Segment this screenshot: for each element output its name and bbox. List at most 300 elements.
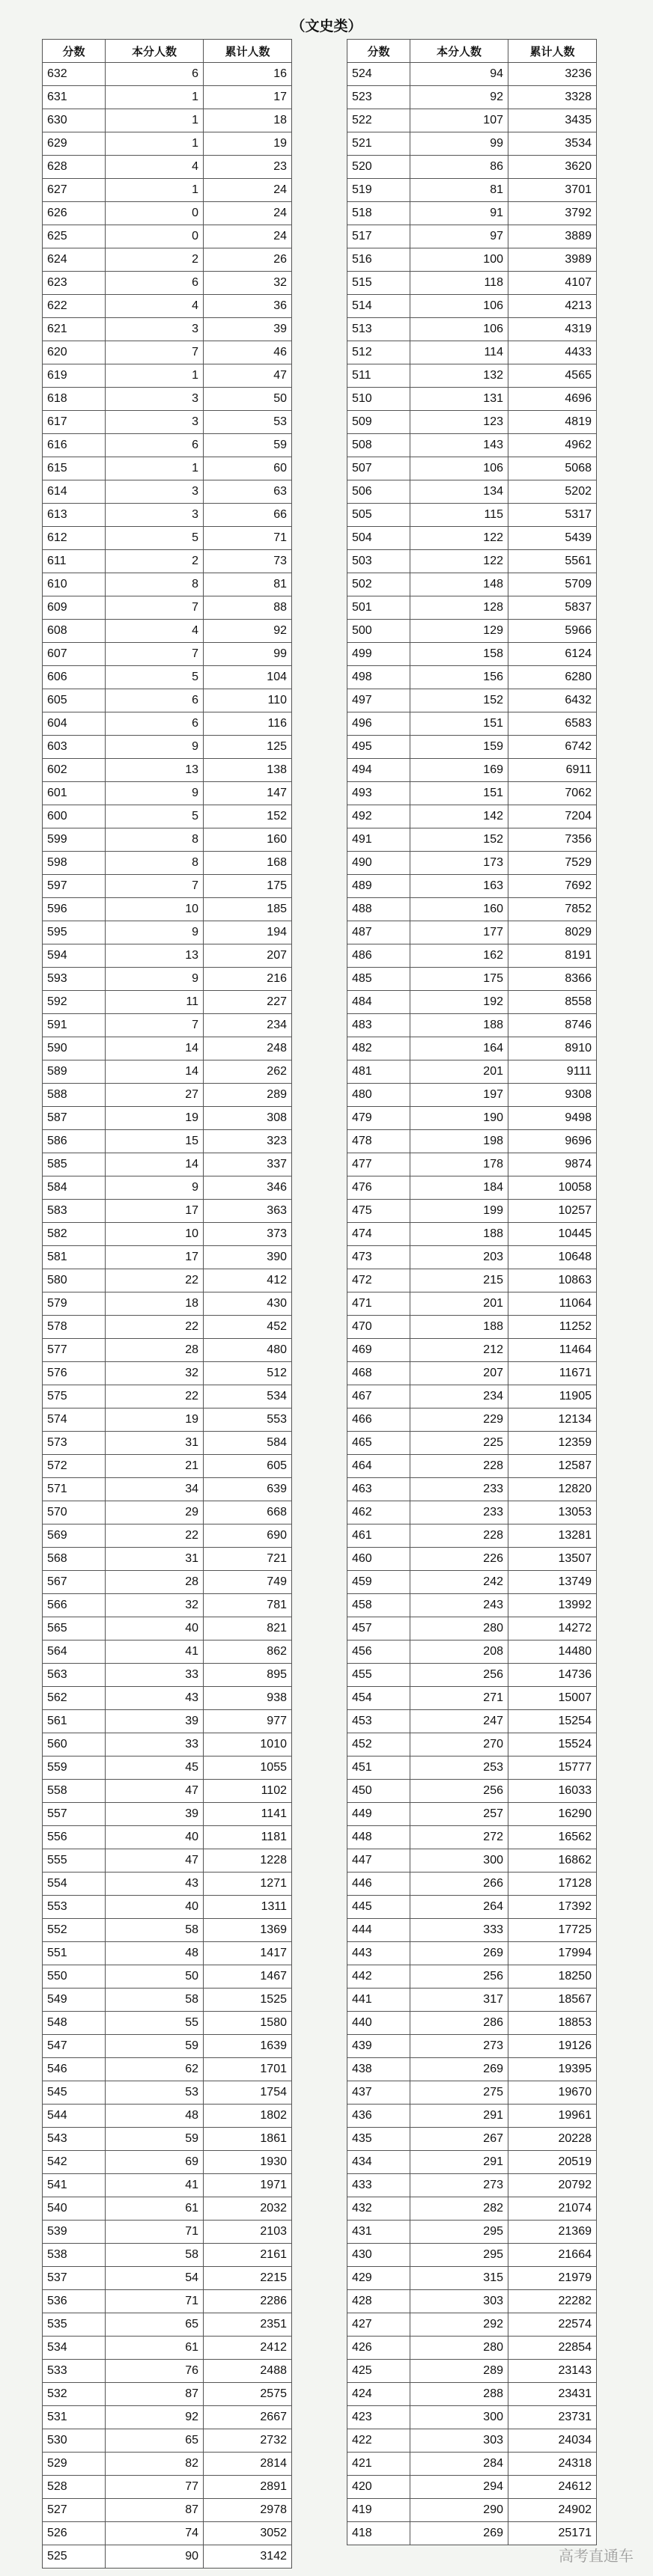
table-row [43,1571,292,1594]
cumulative-cell: 24034 [508,2429,597,2453]
table-row [43,1362,292,1385]
count-cell: 129 [410,620,508,643]
table-row [347,1107,597,1130]
count-cell: 22 [106,1316,204,1339]
cumulative-cell: 1055 [204,1756,292,1780]
cumulative-cell: 5068 [508,457,597,480]
count-cell: 14 [106,1037,204,1060]
score-cell: 440 [347,2012,410,2035]
count-cell: 1 [106,457,204,480]
table-row [347,620,597,643]
table-row [347,991,597,1014]
count-cell: 87 [106,2383,204,2406]
table-row [347,179,597,202]
score-cell: 465 [347,1432,410,1455]
score-cell: 429 [347,2267,410,2290]
table-row [347,1548,597,1571]
table-row [43,527,292,550]
table-row [347,852,597,875]
score-cell: 453 [347,1710,410,1733]
count-cell: 9 [106,782,204,805]
table-row [347,2174,597,2197]
score-cell: 628 [43,156,106,179]
score-cell: 576 [43,1362,106,1385]
score-cell: 604 [43,712,106,736]
count-cell: 128 [410,596,508,620]
table-row [347,666,597,689]
score-cell: 571 [43,1478,106,1501]
count-cell: 0 [106,202,204,225]
score-cell: 419 [347,2499,410,2522]
score-cell: 455 [347,1664,410,1687]
table-row [43,1873,292,1896]
table-row [347,2244,597,2267]
table-row [347,2058,597,2081]
cumulative-cell: 3701 [508,179,597,202]
cumulative-cell: 3328 [508,86,597,109]
score-cell: 458 [347,1594,410,1617]
count-cell: 11 [106,991,204,1014]
table-row [43,1733,292,1756]
cumulative-cell: 3620 [508,156,597,179]
cumulative-cell: 9498 [508,1107,597,1130]
count-cell: 1 [106,109,204,132]
cumulative-cell: 7529 [508,852,597,875]
score-cell: 499 [347,643,410,666]
table-row [347,1664,597,1687]
count-cell: 9 [106,968,204,991]
score-cell: 613 [43,504,106,527]
table-row [43,248,292,272]
cumulative-cell: 63 [204,480,292,504]
score-cell: 560 [43,1733,106,1756]
score-cell: 606 [43,666,106,689]
count-cell: 94 [410,63,508,86]
cumulative-cell: 1181 [204,1826,292,1849]
count-cell: 269 [410,2058,508,2081]
score-cell: 430 [347,2244,410,2267]
table-row [347,1617,597,1640]
cumulative-cell: 452 [204,1316,292,1339]
table-row [43,2058,292,2081]
table-row [347,1130,597,1153]
cumulative-cell: 9874 [508,1153,597,1176]
cumulative-cell: 47 [204,364,292,388]
score-cell: 580 [43,1269,106,1292]
score-cell: 420 [347,2476,410,2499]
score-cell: 431 [347,2221,410,2244]
score-cell: 601 [43,782,106,805]
score-cell: 434 [347,2151,410,2174]
score-cell: 538 [43,2244,106,2267]
score-cell: 543 [43,2128,106,2151]
count-cell: 264 [410,1896,508,1919]
header-cumulative: 累计人数 [508,40,597,63]
count-cell: 106 [410,318,508,341]
count-cell: 291 [410,2105,508,2128]
score-cell: 583 [43,1200,106,1223]
cumulative-cell: 7062 [508,782,597,805]
score-cell: 469 [347,1339,410,1362]
count-cell: 7 [106,875,204,898]
cumulative-cell: 668 [204,1501,292,1524]
count-cell: 10 [106,1223,204,1246]
cumulative-cell: 10058 [508,1176,597,1200]
count-cell: 275 [410,2081,508,2105]
count-cell: 6 [106,434,204,457]
cumulative-cell: 430 [204,1292,292,1316]
score-cell: 605 [43,689,106,712]
cumulative-cell: 605 [204,1455,292,1478]
table-row [43,1687,292,1710]
cumulative-cell: 8366 [508,968,597,991]
score-cell: 437 [347,2081,410,2105]
score-cell: 498 [347,666,410,689]
score-cell: 607 [43,643,106,666]
count-cell: 48 [106,1942,204,1965]
count-cell: 289 [410,2360,508,2383]
count-cell: 207 [410,1362,508,1385]
score-cell: 438 [347,2058,410,2081]
score-cell: 435 [347,2128,410,2151]
table-row [43,2383,292,2406]
table-row [43,1501,292,1524]
score-cell: 597 [43,875,106,898]
score-cell: 463 [347,1478,410,1501]
score-cell: 621 [43,318,106,341]
table-row [347,1965,597,1989]
count-cell: 288 [410,2383,508,2406]
cumulative-cell: 13992 [508,1594,597,1617]
count-cell: 243 [410,1594,508,1617]
cumulative-cell: 262 [204,1060,292,1084]
cumulative-cell: 4819 [508,411,597,434]
table-row [347,1756,597,1780]
cumulative-cell: 1271 [204,1873,292,1896]
score-cell: 553 [43,1896,106,1919]
cumulative-cell: 15777 [508,1756,597,1780]
table-row [347,2429,597,2453]
table-row [43,1664,292,1687]
table-row [347,272,597,295]
table-row [43,1316,292,1339]
count-cell: 295 [410,2221,508,2244]
table-row [347,2267,597,2290]
table-row [347,944,597,968]
count-cell: 97 [410,225,508,248]
score-cell: 627 [43,179,106,202]
score-cell: 529 [43,2453,106,2476]
score-cell: 591 [43,1014,106,1037]
cumulative-cell: 690 [204,1524,292,1548]
cumulative-cell: 10648 [508,1246,597,1269]
score-cell: 496 [347,712,410,736]
count-cell: 267 [410,2128,508,2151]
table-row [347,2128,597,2151]
cumulative-cell: 147 [204,782,292,805]
count-cell: 229 [410,1408,508,1432]
score-cell: 567 [43,1571,106,1594]
header-cumulative: 累计人数 [204,40,292,63]
count-cell: 3 [106,388,204,411]
score-cell: 618 [43,388,106,411]
score-cell: 537 [43,2267,106,2290]
count-cell: 188 [410,1223,508,1246]
cumulative-cell: 23731 [508,2406,597,2429]
score-cell: 547 [43,2035,106,2058]
cumulative-cell: 152 [204,805,292,828]
cumulative-cell: 1010 [204,1733,292,1756]
count-cell: 17 [106,1246,204,1269]
table-row [43,364,292,388]
score-cell: 466 [347,1408,410,1432]
score-cell: 578 [43,1316,106,1339]
count-cell: 188 [410,1316,508,1339]
table-row [347,1153,597,1176]
count-cell: 8 [106,852,204,875]
cumulative-cell: 1701 [204,2058,292,2081]
count-cell: 13 [106,944,204,968]
cumulative-cell: 862 [204,1640,292,1664]
count-cell: 4 [106,295,204,318]
count-cell: 86 [410,156,508,179]
cumulative-cell: 308 [204,1107,292,1130]
table-row [347,63,597,86]
table-row [43,1014,292,1037]
table-row [43,1107,292,1130]
count-cell: 5 [106,805,204,828]
table-row [347,968,597,991]
score-cell: 612 [43,527,106,550]
cumulative-cell: 175 [204,875,292,898]
table-row [43,689,292,712]
cumulative-cell: 13053 [508,1501,597,1524]
score-cell: 566 [43,1594,106,1617]
table-row [43,550,292,573]
table-row [347,1037,597,1060]
count-cell: 286 [410,2012,508,2035]
count-cell: 282 [410,2197,508,2221]
count-cell: 39 [106,1710,204,1733]
count-cell: 21 [106,1455,204,1478]
cumulative-cell: 977 [204,1710,292,1733]
score-cell: 424 [347,2383,410,2406]
cumulative-cell: 16033 [508,1780,597,1803]
score-cell: 593 [43,968,106,991]
score-cell: 444 [347,1919,410,1942]
table-row [43,2337,292,2360]
score-cell: 474 [347,1223,410,1246]
score-cell: 546 [43,2058,106,2081]
score-cell: 617 [43,411,106,434]
table-row [43,86,292,109]
cumulative-cell: 26 [204,248,292,272]
score-cell: 450 [347,1780,410,1803]
table-row [43,225,292,248]
score-cell: 483 [347,1014,410,1037]
count-cell: 61 [106,2337,204,2360]
table-row [43,2406,292,2429]
count-cell: 114 [410,341,508,364]
cumulative-cell: 2161 [204,2244,292,2267]
cumulative-cell: 337 [204,1153,292,1176]
count-cell: 295 [410,2244,508,2267]
table-row [43,1432,292,1455]
table-row [347,1014,597,1037]
cumulative-cell: 11064 [508,1292,597,1316]
count-cell: 100 [410,248,508,272]
score-cell: 504 [347,527,410,550]
table-row [43,1780,292,1803]
cumulative-cell: 11252 [508,1316,597,1339]
count-cell: 228 [410,1524,508,1548]
score-cell: 599 [43,828,106,852]
score-cell: 490 [347,852,410,875]
table-row [43,318,292,341]
cumulative-cell: 584 [204,1432,292,1455]
table-row [43,202,292,225]
cumulative-cell: 4213 [508,295,597,318]
table-row [347,295,597,318]
table-row [43,968,292,991]
count-cell: 7 [106,643,204,666]
cumulative-cell: 3534 [508,132,597,156]
score-cell: 510 [347,388,410,411]
cumulative-cell: 2488 [204,2360,292,2383]
table-row [347,2499,597,2522]
table-row [347,1385,597,1408]
count-cell: 47 [106,1780,204,1803]
table-row [43,1176,292,1200]
score-cell: 461 [347,1524,410,1548]
count-cell: 198 [410,1130,508,1153]
table-row [347,1176,597,1200]
table-row [347,1432,597,1455]
score-cell: 631 [43,86,106,109]
table-row [43,388,292,411]
table-row [347,550,597,573]
cumulative-cell: 13749 [508,1571,597,1594]
cumulative-cell: 20228 [508,2128,597,2151]
table-row [347,2290,597,2313]
table-row [347,2081,597,2105]
count-cell: 77 [106,2476,204,2499]
score-cell: 519 [347,179,410,202]
table-row [347,1501,597,1524]
table-row [347,1408,597,1432]
header-count: 本分人数 [410,40,508,63]
score-cell: 590 [43,1037,106,1060]
cumulative-cell: 15007 [508,1687,597,1710]
count-cell: 5 [106,666,204,689]
count-cell: 41 [106,2174,204,2197]
cumulative-cell: 390 [204,1246,292,1269]
count-cell: 82 [106,2453,204,2476]
cumulative-cell: 81 [204,573,292,596]
table-row [43,1617,292,1640]
cumulative-cell: 22574 [508,2313,597,2337]
table-row [347,2383,597,2406]
cumulative-cell: 21074 [508,2197,597,2221]
count-cell: 203 [410,1246,508,1269]
score-cell: 625 [43,225,106,248]
cumulative-cell: 24 [204,202,292,225]
score-cell: 448 [347,1826,410,1849]
table-row [347,596,597,620]
count-cell: 6 [106,689,204,712]
table-row [347,457,597,480]
score-cell: 502 [347,573,410,596]
count-cell: 118 [410,272,508,295]
cumulative-cell: 3989 [508,248,597,272]
count-cell: 55 [106,2012,204,2035]
count-cell: 256 [410,1664,508,1687]
cumulative-cell: 36 [204,295,292,318]
cumulative-cell: 323 [204,1130,292,1153]
count-cell: 184 [410,1176,508,1200]
count-cell: 92 [410,86,508,109]
table-row [43,2499,292,2522]
cumulative-cell: 6742 [508,736,597,759]
cumulative-cell: 99 [204,643,292,666]
table-row [347,1200,597,1223]
cumulative-cell: 1417 [204,1942,292,1965]
count-cell: 65 [106,2429,204,2453]
count-cell: 7 [106,596,204,620]
score-cell: 422 [347,2429,410,2453]
score-cell: 493 [347,782,410,805]
score-cell: 555 [43,1849,106,1873]
table-row [43,2128,292,2151]
table-row [43,1942,292,1965]
cumulative-cell: 18250 [508,1965,597,1989]
score-cell: 624 [43,248,106,272]
cumulative-cell: 194 [204,921,292,944]
cumulative-cell: 13281 [508,1524,597,1548]
count-cell: 19 [106,1107,204,1130]
table-row [347,805,597,828]
score-cell: 620 [43,341,106,364]
cumulative-cell: 6280 [508,666,597,689]
count-cell: 0 [106,225,204,248]
count-cell: 59 [106,2128,204,2151]
cumulative-cell: 1930 [204,2151,292,2174]
table-row [43,1455,292,1478]
cumulative-cell: 16562 [508,1826,597,1849]
count-cell: 5 [106,527,204,550]
score-cell: 457 [347,1617,410,1640]
table-row [43,782,292,805]
cumulative-cell: 1525 [204,1989,292,2012]
score-cell: 481 [347,1060,410,1084]
count-cell: 132 [410,364,508,388]
table-row [347,480,597,504]
table-row [347,1710,597,1733]
table-row [347,318,597,341]
score-cell: 588 [43,1084,106,1107]
count-cell: 10 [106,898,204,921]
cumulative-cell: 5202 [508,480,597,504]
cumulative-cell: 5966 [508,620,597,643]
score-cell: 611 [43,550,106,573]
cumulative-cell: 1141 [204,1803,292,1826]
cumulative-cell: 24612 [508,2476,597,2499]
count-cell: 215 [410,1269,508,1292]
count-cell: 71 [106,2290,204,2313]
table-row [43,573,292,596]
cumulative-cell: 512 [204,1362,292,1385]
count-cell: 158 [410,643,508,666]
